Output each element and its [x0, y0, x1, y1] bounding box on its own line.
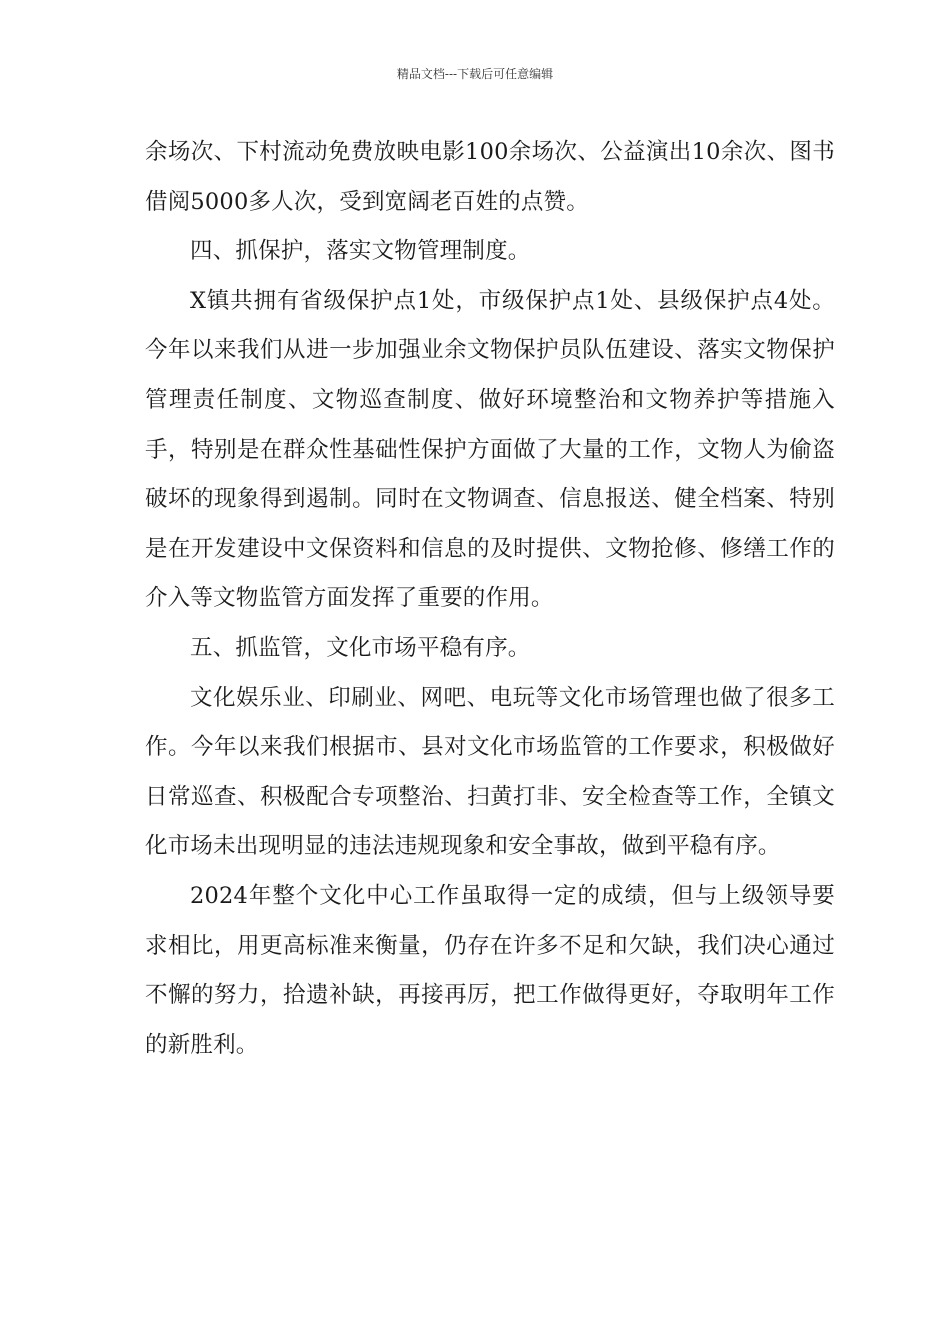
paragraph-protection: X镇共拥有省级保护点1处，市级保护点1处、县级保护点4处。今年以来我们从进一步加强业余文物保护员队伍建设、落实文物保护管理责任制度、文物巡查制度、做好环境整治和文物养护等措施入手，特别是在群众性基础性保护方面做了大量的工作，文物人为偷盗破坏的现象得到遏制。同时在文物调查、信息报送、健全档案、特别是在开发建设中文保资料和信息的及时提供、文物抢修、修缮工作的介入等文物监管方面发挥了重要的作用。: [145, 287, 835, 612]
paragraph-supervision: 文化娱乐业、印刷业、网吧、电玩等文化市场管理也做了很多工作。今年以来我们根据市、县对文化市场监管的工作要求，积极做好日常巡查、积极配合专项整治、扫黄打非、安全检查等工作，全镇文化市场未出现明显的违法违规现象和安全事故，做到平稳有序。: [145, 684, 835, 860]
document-body: [145, 128, 835, 1070]
page-header: 精品文档---下载后可任意编辑: [396, 67, 554, 81]
section-heading-protection: 四、抓保护，落实文物管理制度。: [190, 238, 531, 265]
section-heading-supervision: 五、抓监管，文化市场平稳有序。: [190, 634, 531, 661]
paragraph-conclusion: 2024年整个文化中心工作虽取得一定的成绩，但与上级领导要求相比，用更高标准来衡量，仍存在许多不足和欠缺，我们决心通过不懈的努力，拾遗补缺，再接再厉，把工作做得更好，夺取明年工作的新胜利。: [145, 882, 835, 1058]
paragraph-continuation: 余场次、下村流动免费放映电影100余场次、公益演出10余次、图书借阅5000多人次，受到宽阔老百姓的点赞。: [145, 139, 835, 215]
